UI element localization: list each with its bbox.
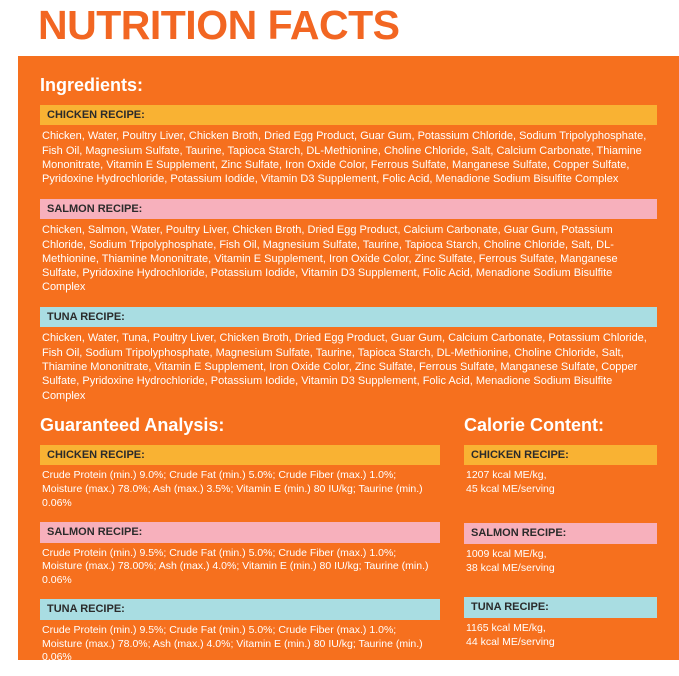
ingredients-heading: Ingredients: [40,75,144,95]
ingredients-salmon-text: Chicken, Salmon, Water, Poultry Liver, Chicken Broth, Dried Egg Product, Calcium Carbonate, Guar Gum, Potassium Chloride, Sodium Tripolyphosphate, Fish Oil, Magnesium Sulfate, Taurine, Tapioca Starch, Choline Chloride, Salt, DL-Methionine, Thiamine Mononitrate, Vitamin E Supplement, Iron Oxide Color, Zinc Sulfate, Ferrous Sulfate, Manganese Sulfate, Pyridoxine Hydrochloride, Potassium Iodide, Vitamin D3 Supplement, Folic Acid, Menadione Sodium Bisulfite Complex [42,224,618,294]
ingredients-chicken-block [40,105,657,190]
ga-tuna-label: TUNA RECIPE: [40,599,440,620]
guaranteed-analysis-heading: Guaranteed Analysis: [40,414,225,435]
ga-chicken-label: CHICKEN RECIPE: [40,445,440,466]
calorie-content-heading: Calorie Content: [464,414,605,435]
ingredients-salmon-block [40,199,657,298]
cc-tuna-label: TUNA RECIPE: [464,597,657,618]
ingredients-tuna-text: Chicken, Water, Tuna, Poultry Liver, Chicken Broth, Dried Egg Product, Guar Gum, Calcium Carbonate, Potassium Chloride, Fish Oil, Sodium Tripolyphosphate, Magnesium Sulfate, Taurine, Tapioca Starch, DL-Methionine, Choline Chloride, Salt, Thiamine Mononitrate, Vitamin E Supplement, Iron Oxide Color, Zinc Sulfate, Ferrous Sulfate, Manganese Sulfate, Copper Sulfate, Pyridoxine Hydrochloride, Potassium Iodide, Vitamin D3 Supplement, Folic Acid, Menadione Sodium Bisulfite Complex [42,332,647,402]
page-title: NUTRITION FACTS [38,2,400,48]
ga-tuna-text: Crude Protein (min.) 9.5%; Crude Fat (min.) 5.0%; Crude Fiber (max.) 1.0%; Moisture (max.) 78.0%; Ash (max.) 4.0%; Vitamin E (min.) 80 IU/kg; Taurine (min.) 0.06% [42,623,423,664]
guaranteed-analysis-section [40,416,440,676]
cc-tuna-block [464,597,657,649]
ga-chicken-block [40,445,440,511]
ingredients-chicken-label: CHICKEN RECIPE: [40,105,657,126]
cc-chicken-block [464,445,657,497]
ga-salmon-text: Crude Protein (min.) 9.5%; Crude Fat (min.) 5.0%; Crude Fiber (max.) 1.0%; Moisture (max.) 78.00%; Ash (max.) 4.0%; Vitamin E (min.) 80 IU/kg; Taurine (min.) 0.06% [42,546,429,587]
ingredients-section [40,76,657,406]
cc-salmon-label: SALMON RECIPE: [464,523,657,544]
cc-salmon-block [464,523,657,575]
content-panel [18,56,679,664]
ga-salmon-label: SALMON RECIPE: [40,522,440,543]
lower-sections [40,416,657,676]
ingredients-salmon-label: SALMON RECIPE: [40,199,657,220]
cc-salmon-text: 1009 kcal ME/kg, 38 kcal ME/serving [466,547,555,574]
ga-tuna-block [40,599,440,665]
cc-chicken-text: 1207 kcal ME/kg, 45 kcal ME/serving [466,469,555,496]
cc-chicken-label: CHICKEN RECIPE: [464,445,657,466]
cc-tuna-text: 1165 kcal ME/kg, 44 kcal ME/serving [466,622,555,648]
ga-chicken-text: Crude Protein (min.) 9.0%; Crude Fat (min.) 5.0%; Crude Fiber (max.) 1.0%; Moisture (max.) 78.0%; Ash (max.) 3.5%; Vitamin E (min.) 80 IU/kg; Taurine (min.) 0.06% [42,469,423,510]
ingredients-tuna-block [40,307,657,406]
ingredients-chicken-text: Chicken, Water, Poultry Liver, Chicken Broth, Dried Egg Product, Guar Gum, Potassium Chloride, Sodium Tripolyphosphate, Fish Oil, Magnesium Sulfate, Taurine, Tapioca Starch, DL-Methionine, Choline Chloride, Salt, Calcium Carbonate, Thiamine Mononitrate, Vitamin E Supplement, Zinc Sulfate, Iron Oxide Color, Ferrous Sulfate, Manganese Sulfate, Copper Sulfate, Pyridoxine Hydrochloride, Potassium Iodide, Vitamin D3 Supplement, Folic Acid, Menadione Sodium Bisulfite Complex [42,130,647,186]
calorie-content-section [464,416,657,676]
ingredients-tuna-label: TUNA RECIPE: [40,307,657,328]
ga-salmon-block [40,522,440,588]
